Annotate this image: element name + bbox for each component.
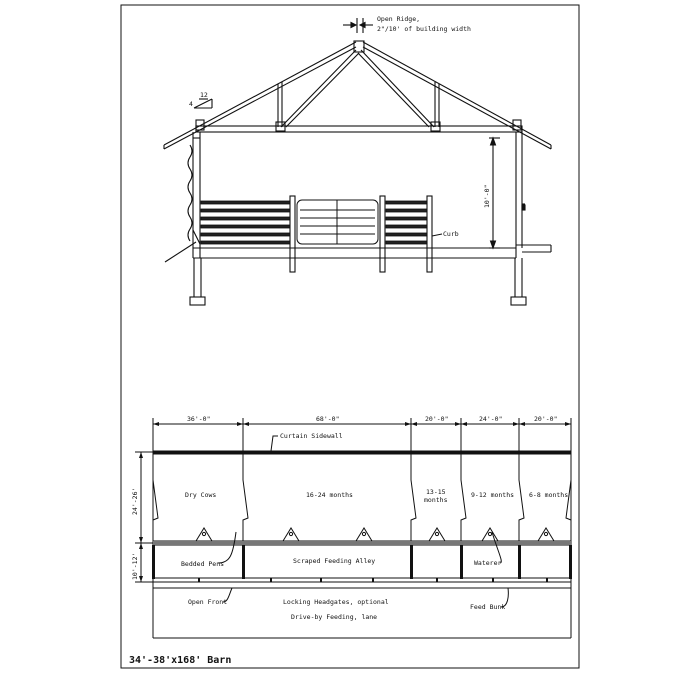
feed-bunk-label: Feed Bunk <box>470 603 506 611</box>
headlock-gate <box>297 200 378 244</box>
ridge-note-1: Open Ridge, <box>377 15 421 23</box>
curb-label: Curb <box>443 230 459 238</box>
vertical-dimension-2: 10'-12' <box>131 552 139 580</box>
ridge-note-2: 2"/10' of building width <box>377 25 471 33</box>
stall-rails <box>201 201 427 244</box>
dimension-5: 20'-0" <box>534 415 558 423</box>
pen-label-dry-cows: Dry Cows <box>185 491 217 499</box>
pen-label-6-8: 6-8 months <box>529 491 569 499</box>
pen-label-16-24: 16-24 months <box>306 491 353 499</box>
headgates-label: Locking Headgates, optional <box>283 598 389 606</box>
cross-section <box>164 18 551 305</box>
alley-label: Scraped Feeding Alley <box>293 557 376 565</box>
drawing-title: 34'-38'x168' Barn <box>129 655 232 666</box>
pitch-run: 12 <box>200 91 208 99</box>
dimension-3: 20'-0" <box>425 415 449 423</box>
dimension-2: 68'-0" <box>316 415 340 423</box>
pitch-rise: 4 <box>189 100 193 108</box>
curtain-sidewall-label: Curtain Sidewall <box>280 432 343 440</box>
pen-label-13-15: 13-15 <box>426 488 446 496</box>
open-front-label: Open Front <box>188 598 228 606</box>
wall-height-dimension: 10'-0" <box>483 184 491 208</box>
waterer-label: Waterer <box>474 559 502 567</box>
waterer-icons <box>196 528 554 541</box>
pen-label-9-12: 9-12 months <box>471 491 515 499</box>
vertical-dimension-1: 24'-26' <box>131 487 139 515</box>
bedded-pens-label: Bedded Pens <box>181 560 225 568</box>
pen-label-13-15-months: months <box>424 496 448 504</box>
dimension-4: 24'-0" <box>479 415 503 423</box>
dimension-1: 36'-0" <box>187 415 211 423</box>
drive-by-label: Drive-by Feeding, lane <box>291 613 378 621</box>
